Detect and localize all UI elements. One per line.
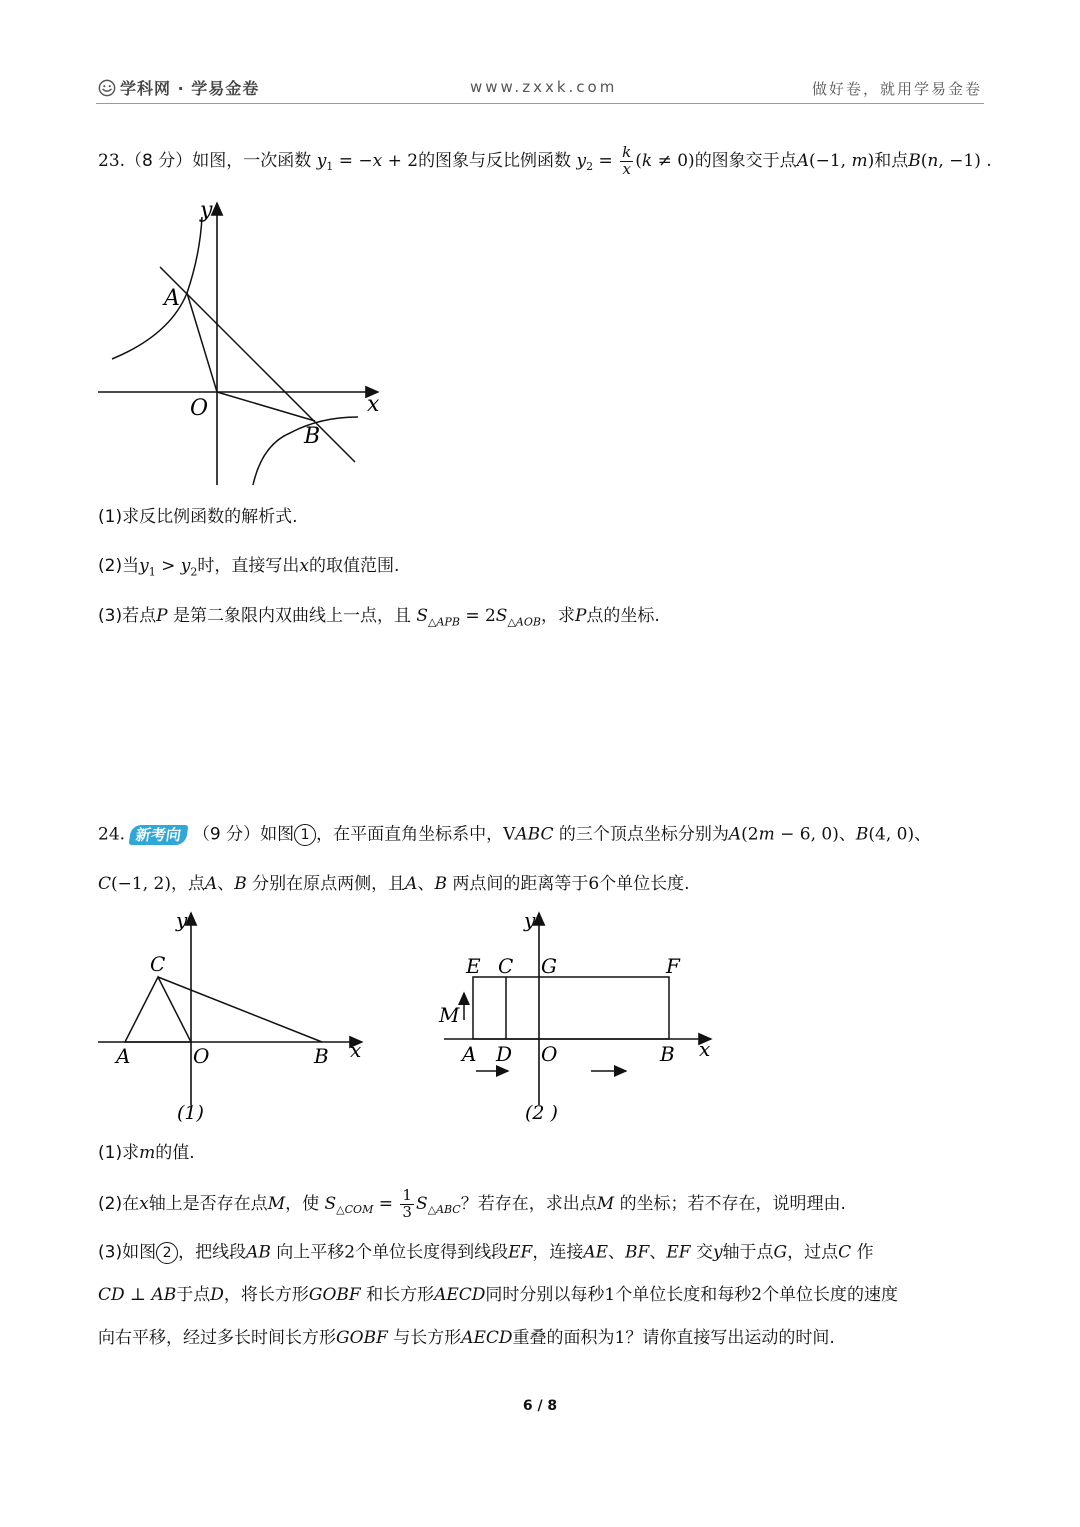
q24-part1-text: 的值. (155, 1143, 195, 1163)
q24-part3-text: 重叠的面积为 (512, 1328, 615, 1348)
q24-part2-text: 轴上是否存在点 (148, 1193, 268, 1214)
label-B: B (660, 1042, 675, 1066)
q24-part3-text: 向上平移 (276, 1242, 345, 1263)
q24-part3-text: ，过点 (787, 1242, 839, 1263)
label-O: O (193, 1044, 210, 1068)
label-x: x (350, 1038, 362, 1062)
label-y: y (200, 198, 213, 223)
label-x: x (367, 392, 380, 417)
label-O: O (190, 396, 209, 421)
segment-OA (187, 293, 217, 392)
fraction-one-third: $\frac{1}{3}$ (402, 1186, 412, 1221)
q23-part3-text: 点的坐标. (586, 606, 660, 626)
label-M: M (439, 1003, 460, 1027)
q24-part3-text: 与长方形 (393, 1328, 462, 1348)
q24-stem-line2: C(−1, 2)，点A、B 分别在原点两侧，且A、B 两点间的距离等于6个单位长度. (98, 874, 690, 894)
q24-stem-text: 、 (838, 824, 856, 845)
q24-stem-text: 、 (417, 874, 435, 894)
q24-part2-text: ？若存在，求出点 (460, 1193, 597, 1214)
q24-part3-text: 于点 (176, 1285, 211, 1305)
figure-2-caption: (2 ) (525, 1102, 558, 1124)
label-y: y (524, 908, 536, 932)
q24-stem-line1: 24. 新考向 （9 分）如图 1 ，在平面直角坐标系中，VABC 的三个顶点坐标分别为A(2m − 6, 0)、B(4, 0)、 (98, 824, 932, 845)
label-A: A (164, 286, 180, 311)
q24-part2-text: (2)在 (98, 1193, 140, 1214)
q24-part2: (2)在x轴上是否存在点M，使 $S_{\triangle COM}$ = $\frac{1}{3}$ $S_{\triangle ABC}$？若存在，求出点M 的坐标；若不存在，说明理由. (98, 1186, 846, 1221)
q23-part3-text: ，求 (540, 606, 575, 626)
q23-part3-text: 是第二象限内双曲线上一点，且 (172, 606, 411, 626)
header-divider (96, 103, 984, 104)
label-A: A (116, 1044, 131, 1068)
line-y1 (160, 267, 355, 462)
q23-part2-text: (2)当 (98, 556, 140, 576)
q23-stem-text: 的图象与反比例函数 (418, 150, 572, 171)
q24-part3-line2: CD ⊥ AB于点D，将长方形GOBF 和长方形AECD同时分别以每秒1个单位长度和每秒2个单位长度的速度 (98, 1285, 899, 1305)
q23-stem-text: 如图，一次函数 (192, 150, 312, 171)
q23-stem-text: 和点 (874, 150, 909, 171)
q24-stem-text: ，点 (170, 874, 205, 894)
q24-part3-text: ？请你直接写出运动的时间. (625, 1328, 835, 1348)
q24-stem-text: 两点间的距离等于 (452, 874, 589, 894)
q24-stem-text: 分别在原点两侧，且 (252, 874, 406, 894)
label-G: G (541, 954, 557, 978)
q23-part2: (2)当$y_1 > y_2$时，直接写出x的取值范围. (98, 556, 400, 579)
q24-part3-text: ，连接 (532, 1242, 584, 1263)
q24-part1: (1)求m的值. (98, 1143, 195, 1163)
q24-points: （9 分） (192, 824, 261, 845)
header-site[interactable]: www.zxxk.com (470, 78, 618, 96)
q24-part3-text: 轴于点 (722, 1242, 774, 1263)
header-slogan: 做好卷，就用学易金卷 (812, 80, 983, 98)
q24-part2-text: ，使 (285, 1193, 320, 1214)
q24-figure-2 (436, 905, 726, 1130)
q24-part3-text: 个单位长度得到线段 (355, 1242, 509, 1263)
brand-logo-icon (98, 79, 116, 97)
q24-figure-1 (92, 905, 382, 1130)
q24-stem-text: 如图 (260, 824, 295, 845)
q24-part3-line1: (3)如图 2 ，把线段AB 向上平移2个单位长度得到线段EF，连接AE、BF、EF 交y轴于点G，过点C 作 (98, 1242, 874, 1263)
label-y: y (176, 908, 188, 932)
q23-part2-text: 的取值范围. (308, 556, 400, 576)
q24-stem-text: 、 (217, 874, 235, 894)
q24-stem-text: 的三个顶点坐标分别为 (558, 824, 729, 845)
q24-stem-text: 、 (914, 824, 932, 845)
q24-part3-text: 、 (608, 1242, 626, 1263)
q23-part2-text: 时，直接写出 (197, 556, 300, 576)
q23-figure (90, 195, 390, 495)
circled-2: 2 (156, 1242, 178, 1264)
q24-stem-text: ，在平面直角坐标系中， (316, 824, 504, 845)
label-x: x (699, 1037, 711, 1061)
q24-part3-text: ，把线段 (178, 1242, 247, 1263)
label-F: F (666, 954, 680, 978)
q23-part1: (1)求反比例函数的解析式. (98, 507, 298, 527)
label-E: E (466, 954, 481, 978)
q23-number: 23. (98, 150, 126, 171)
new-direction-badge: 新考向 (129, 825, 189, 845)
segment-CB (158, 977, 322, 1042)
circled-1: 1 (294, 824, 316, 846)
label-O: O (541, 1042, 558, 1066)
q23-stem-text: 的图象交于点 (694, 150, 797, 171)
q24-part1-text: (1)求 (98, 1143, 140, 1163)
q24-part3-text: 个单位长度和每秒 (615, 1285, 752, 1305)
q23-points: （8 分） (125, 150, 193, 171)
header-brand (98, 76, 259, 99)
q24-stem-text: 个单位长度. (599, 874, 690, 894)
figure-1-caption: (1) (177, 1102, 204, 1124)
label-D: D (496, 1042, 513, 1066)
label-B: B (304, 424, 321, 449)
q23-stem: 23.（8 分）如图，一次函数 $y_1 = -x + 2$的图象与反比例函数 $y_2$ = $\frac{k}{x}$ (k ≠ 0)的图象交于点A(−1, m)和点B(n, −1) . (98, 143, 992, 178)
label-A: A (462, 1042, 477, 1066)
q24-part3-text: (3)如图 (98, 1242, 157, 1263)
fraction-k-over-x: $\frac{k}{x}$ (622, 143, 632, 178)
page-number: 6 / 8 (522, 1398, 558, 1414)
q24-part3-text: ，将长方形 (223, 1285, 309, 1305)
label-C: C (498, 954, 514, 978)
q24-part2-text: 的坐标；若不存在，说明理由. (619, 1193, 846, 1214)
q23-part3: (3)若点P 是第二象限内双曲线上一点，且 $S_{\triangle APB} = 2S_{\triangle AOB}$，求P点的坐标. (98, 606, 660, 629)
q24-part3-text: 个单位长度的速度 (762, 1285, 899, 1305)
q24-part3-text: 同时分别以每秒 (485, 1285, 605, 1305)
q23-part3-text: (3)若点 (98, 606, 157, 626)
brand-name: 学科网 · 学易金卷 (120, 79, 260, 98)
label-B: B (314, 1044, 329, 1068)
q24-part3-text: 作 (856, 1242, 874, 1263)
q24-part3-text: 交 (695, 1242, 713, 1263)
q24-part3-text: 、 (649, 1242, 667, 1263)
q24-part3-text: 向右平移，经过多长时间长方形 (98, 1328, 336, 1348)
label-C: C (150, 952, 166, 976)
hyperbola-branch-upper (112, 217, 202, 359)
rectangle-AEFB (473, 977, 669, 1039)
q24-part3-line3: 向右平移，经过多长时间长方形GOBF 与长方形AECD重叠的面积为1？请你直接写出运动的时间. (98, 1328, 835, 1348)
q24-number: 24. (98, 824, 126, 845)
q24-part3-text: 和长方形 (366, 1285, 435, 1305)
